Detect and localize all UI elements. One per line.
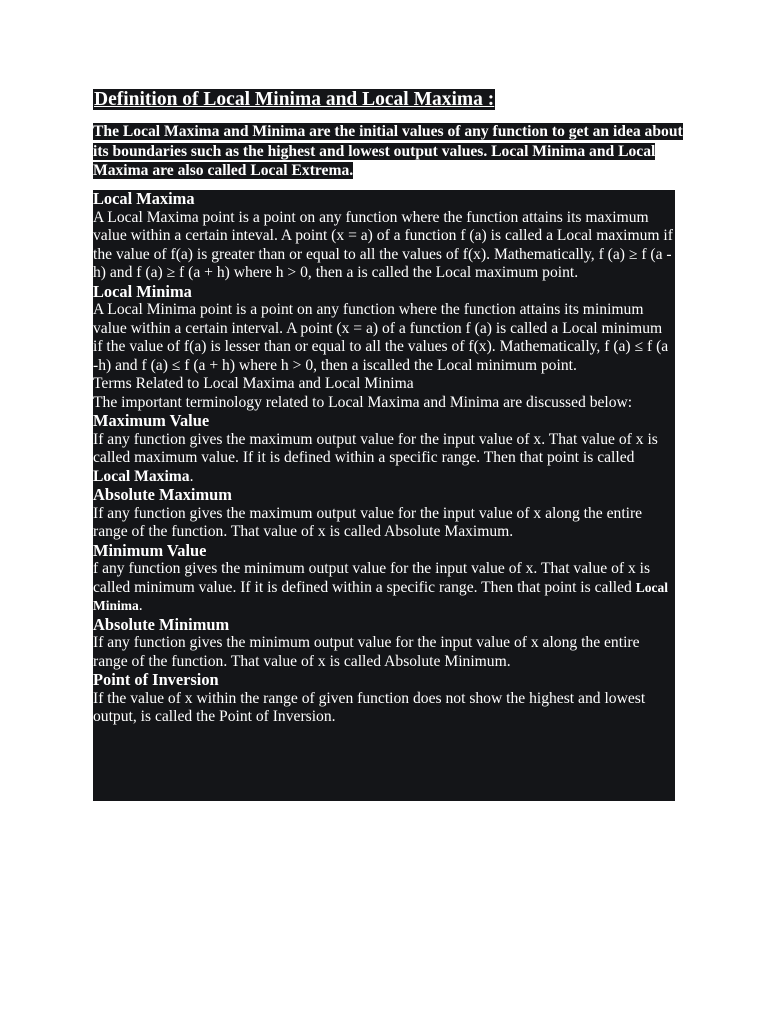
intro-text: The Local Maxima and Minima are the initial values of any function to get an idea about its boundaries such as the highest and lowest output values. Local Minima and Local Maxima are also called Local Extrema. [93,123,683,179]
point-of-inversion-heading: Point of Inversion [93,670,219,689]
minimum-value-bold-term: Local Minima [93,579,668,613]
local-maxima-body: A Local Maxima point is a point on any function where the function attains its maximum value within a certain inteval. A point (x = a) of a function f (a) is called a Local maximum if the value of f(a) is greater than or equal to all the values of f(x). Mathematically, f (a) ≥ f (a -h) and f (a) ≥ f (a + h) where h > 0, then a is called the Local maximum point. [93,208,673,281]
absolute-maximum-heading: Absolute Maximum [93,485,232,504]
minimum-value-body [93,560,675,616]
section-point-of-inversion [93,671,675,727]
section-minimum-value [93,542,675,616]
terms-body: The important terminology related to Local Maxima and Minima are discussed below: [93,393,633,411]
section-local-maxima [93,190,675,283]
absolute-minimum-heading: Absolute Minimum [93,614,230,634]
section-terms [93,375,675,412]
maximum-value-period: . [189,467,194,485]
absolute-maximum-body: If any function gives the maximum output value for the input value of x along the entire range of the function. That value of x is called Absolute Maximum. [93,504,643,540]
page-title-text: Definition of Local Minima and Local Maxima : [94,89,495,110]
terms-heading: Terms Related to Local Maxima and Local Minima [93,375,414,392]
section-absolute-minimum [93,616,675,672]
maximum-value-bold-term: Local Maxima [93,467,190,485]
absolute-minimum-body: If any function gives the minimum output value for the input value of x along the entire range of the function. That value of x is called Absolute Minimum. [93,634,640,670]
minimum-value-text: f any function gives the minimum output value for the input value of x. That value of x is called minimum value. If it is defined within a specific range. Then that point is called [93,560,651,596]
section-absolute-maximum [93,486,675,542]
maximum-value-heading: Maximum Value [93,411,210,430]
local-maxima-heading: Local Maxima [93,189,195,208]
content-box [93,190,675,801]
maximum-value-body [93,431,675,487]
intro-paragraph [93,122,683,181]
minimum-value-period: . [138,597,143,614]
section-maximum-value [93,412,675,486]
section-local-minima [93,283,675,376]
maximum-value-text: If any function gives the maximum output value for the input value of x. That value of x is called maximum value. If it is defined within a specific range. Then that point is called [93,430,658,466]
point-of-inversion-body: If the value of x within the range of given function does not show the highest and lowest output, is called the Point of Inversion. [93,689,646,725]
local-minima-body: A Local Minima point is a point on any function where the function attains its minimum value within a certain interval. A point (x = a) of a function f (a) is called a Local minimum if the value of f(a) is lesser than or equal to all the values of f(x). Mathematically, f (a) ≤ f (a -h) and f (a) ≤ f (a + h) where h > 0, then a iscalled the Local minimum point. [93,301,669,374]
local-minima-heading: Local Minima [93,281,192,301]
minimum-value-heading: Minimum Value [93,540,207,560]
page-title [93,88,693,112]
